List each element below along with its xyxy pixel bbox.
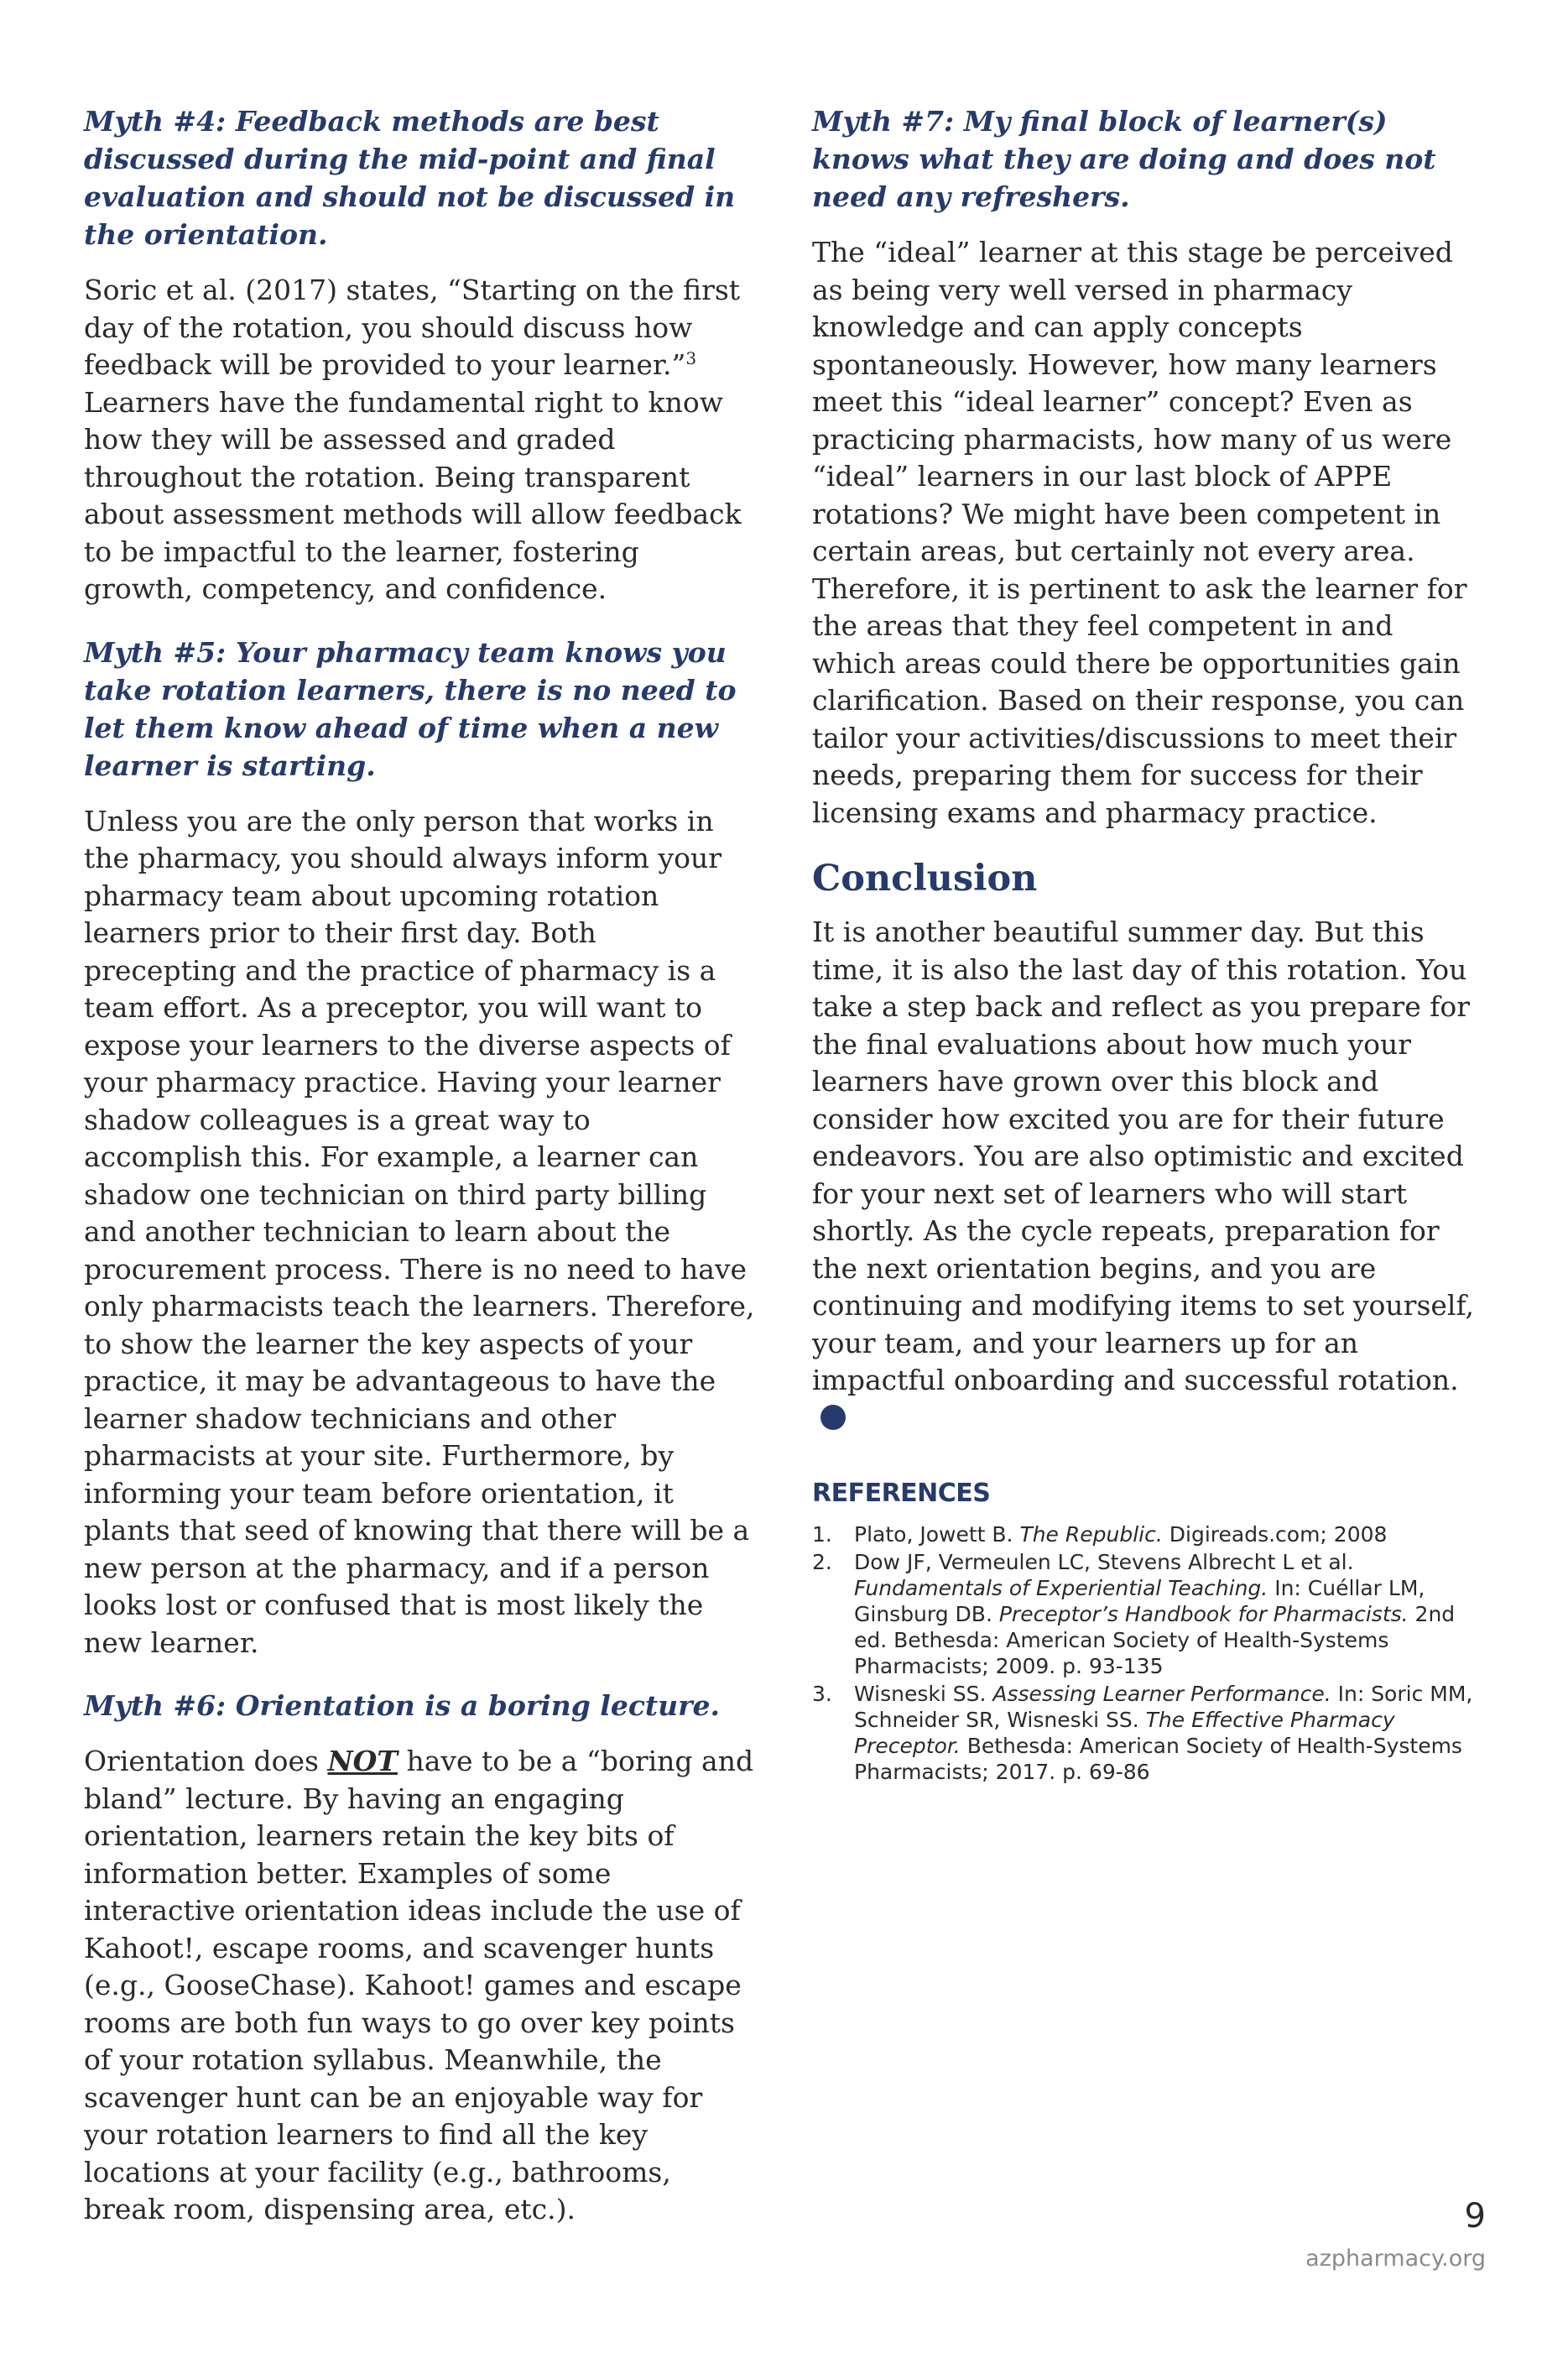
reference-text: In: Cuéllar LM, Ginsburg DB. xyxy=(854,1576,1425,1626)
reference-number: 1. xyxy=(812,1522,832,1547)
reference-title: The Effective Pharmacy Preceptor. xyxy=(854,1708,1395,1758)
reference-title: The Republic. xyxy=(1019,1522,1163,1547)
myth-4-body-text-cont: Learners have the fundamental right to know how they will be assessed and graded throughout the rotation. Being transparent about assessment methods will allow feedback to be impactful to the learner, fostering growth, competency, and confidence. xyxy=(84,385,742,605)
reference-title: Preceptor’s Handbook for Pharmacists. xyxy=(998,1602,1409,1626)
end-of-article-dot-icon xyxy=(820,1405,846,1430)
reference-item xyxy=(812,1521,1483,1547)
myth-6-body-text: Orientation does xyxy=(84,1745,328,1777)
reference-text: Wisneski SS. xyxy=(854,1682,993,1706)
references-list xyxy=(812,1521,1483,1785)
myth-6-emphasis: NOT xyxy=(327,1745,398,1777)
reference-text: Dow JF, Vermeulen LC, Stevens Albrecht L et al. xyxy=(854,1550,1354,1574)
references-heading: REFERENCES xyxy=(812,1479,991,1508)
page-number: 9 xyxy=(1464,2197,1486,2236)
myth-5-body: Unless you are the only person that works in the pharmacy, you should always inform your pharmacy team about upcoming rotation learners prior to their first day. Both precepting and the practice of pharmacy is a team effort. As a preceptor, you will want to expose your learners to the diverse aspects of your pharmacy practice. Having your learner shadow colleagues is a great way to accomplish this. For example, a learner can shadow one technician on third party billing and another technician to learn about the procurement process. There is no need to have only pharmacists teach the learners. Therefore, to show the learner the key aspects of your practice, it may be advantageous to have the learner shadow technicians and other pharmacists at your site. Furthermore, by informing your team before orientation, it plants that seed of knowing that there will be a new person at the pharmacy, and if a person looks lost or confused that is most likely the new learner. xyxy=(84,804,755,1659)
conclusion-heading: Conclusion xyxy=(812,858,1038,900)
left-column xyxy=(84,102,755,2254)
reference-text: In: Soric MM, Schneider SR, Wisneski SS. xyxy=(854,1682,1473,1732)
reference-title: Assessing Learner Performance. xyxy=(992,1682,1331,1706)
reference-number: 2. xyxy=(812,1550,832,1574)
myth-6-heading: Myth #6: Orientation is a boring lecture. xyxy=(84,1689,721,1722)
conclusion-body-text: It is another beautiful summer day. But this time, it is also the last day of this rotation. You take a step back and reflect as you prepare for the final evaluations about how much your learners have grown over this block and consider how excited you are for their future endeavors. You are also optimistic and excited for your next set of learners who will start shortly. As the cycle repeats, preparation for the next orientation begins, and you are continuing and modifying items to set yourself, your team, and your learners up for an impactful onboarding and successful rotation. xyxy=(812,916,1474,1396)
myth-4-body-text: Soric et al. (2017) states, “Starting on the first day of the rotation, you should discuss how feedback will be provided to your learner.” xyxy=(84,274,741,381)
myth-4-heading: Myth #4: Feedback methods are best discussed during the mid-point and final evaluation and should not be discussed in the orientation. xyxy=(84,105,736,251)
conclusion-body xyxy=(812,914,1483,1437)
citation-superscript: 3 xyxy=(685,348,697,368)
reference-item xyxy=(812,1681,1483,1785)
myth-5-heading: Myth #5: Your pharmacy team knows you take rotation learners, there is no need to let them know ahead of time when a new learner is starting. xyxy=(84,635,737,782)
myth-6-body-text-cont: have to be a “boring and bland” lecture. By having an engaging orientation, learners retain the key bits of information better. Examples of some interactive orientation ideas include the use of Kahoot!, escape rooms, and scavenger hunts (e.g., GooseChase). Kahoot! games and escape rooms are both fun ways to go over key points of your rotation syllabus. Meanwhile, the scavenger hunt can be an enjoyable way for your rotation learners to find all the key locations at your facility (e.g., bathrooms, break room, dispensing area, etc.). xyxy=(84,1745,754,2225)
myth-7-heading: Myth #7: My final block of learner(s) knows what they are doing and does not need any refreshers. xyxy=(812,105,1436,213)
myth-6-body xyxy=(84,1743,755,2229)
reference-title: Fundamentals of Experiential Teaching. xyxy=(854,1576,1268,1600)
myth-4-body xyxy=(84,272,755,608)
right-column xyxy=(812,102,1483,1787)
reference-text: Plato, Jowett B. xyxy=(854,1522,1020,1547)
reference-item xyxy=(812,1549,1483,1679)
reference-text: Digireads.com; 2008 xyxy=(1162,1522,1388,1547)
reference-text: Bethesda: American Society of Health-Systems Pharmacists; 2017. p. 69-86 xyxy=(854,1734,1462,1784)
footer-website: azpharmacy.org xyxy=(1305,2246,1486,2272)
reference-text: 2nd ed. Bethesda: American Society of Health-Systems Pharmacists; 2009. p. 93-135 xyxy=(854,1602,1456,1678)
reference-number: 3. xyxy=(812,1682,832,1706)
myth-7-body: The “ideal” learner at this stage be perceived as being very well versed in pharmacy knowledge and can apply concepts spontaneously. However, how many learners meet this “ideal learner” concept? Even as practicing pharmacists, how many of us were “ideal” learners in our last block of APPE rotations? We might have been competent in certain areas, but certainly not every area. Therefore, it is pertinent to ask the learner for the areas that they feel competent in and which areas could there be opportunities gain clarification. Based on their response, you can tailor your activities/discussions to meet their needs, preparing them for success for their licensing exams and pharmacy practice. xyxy=(812,236,1467,829)
